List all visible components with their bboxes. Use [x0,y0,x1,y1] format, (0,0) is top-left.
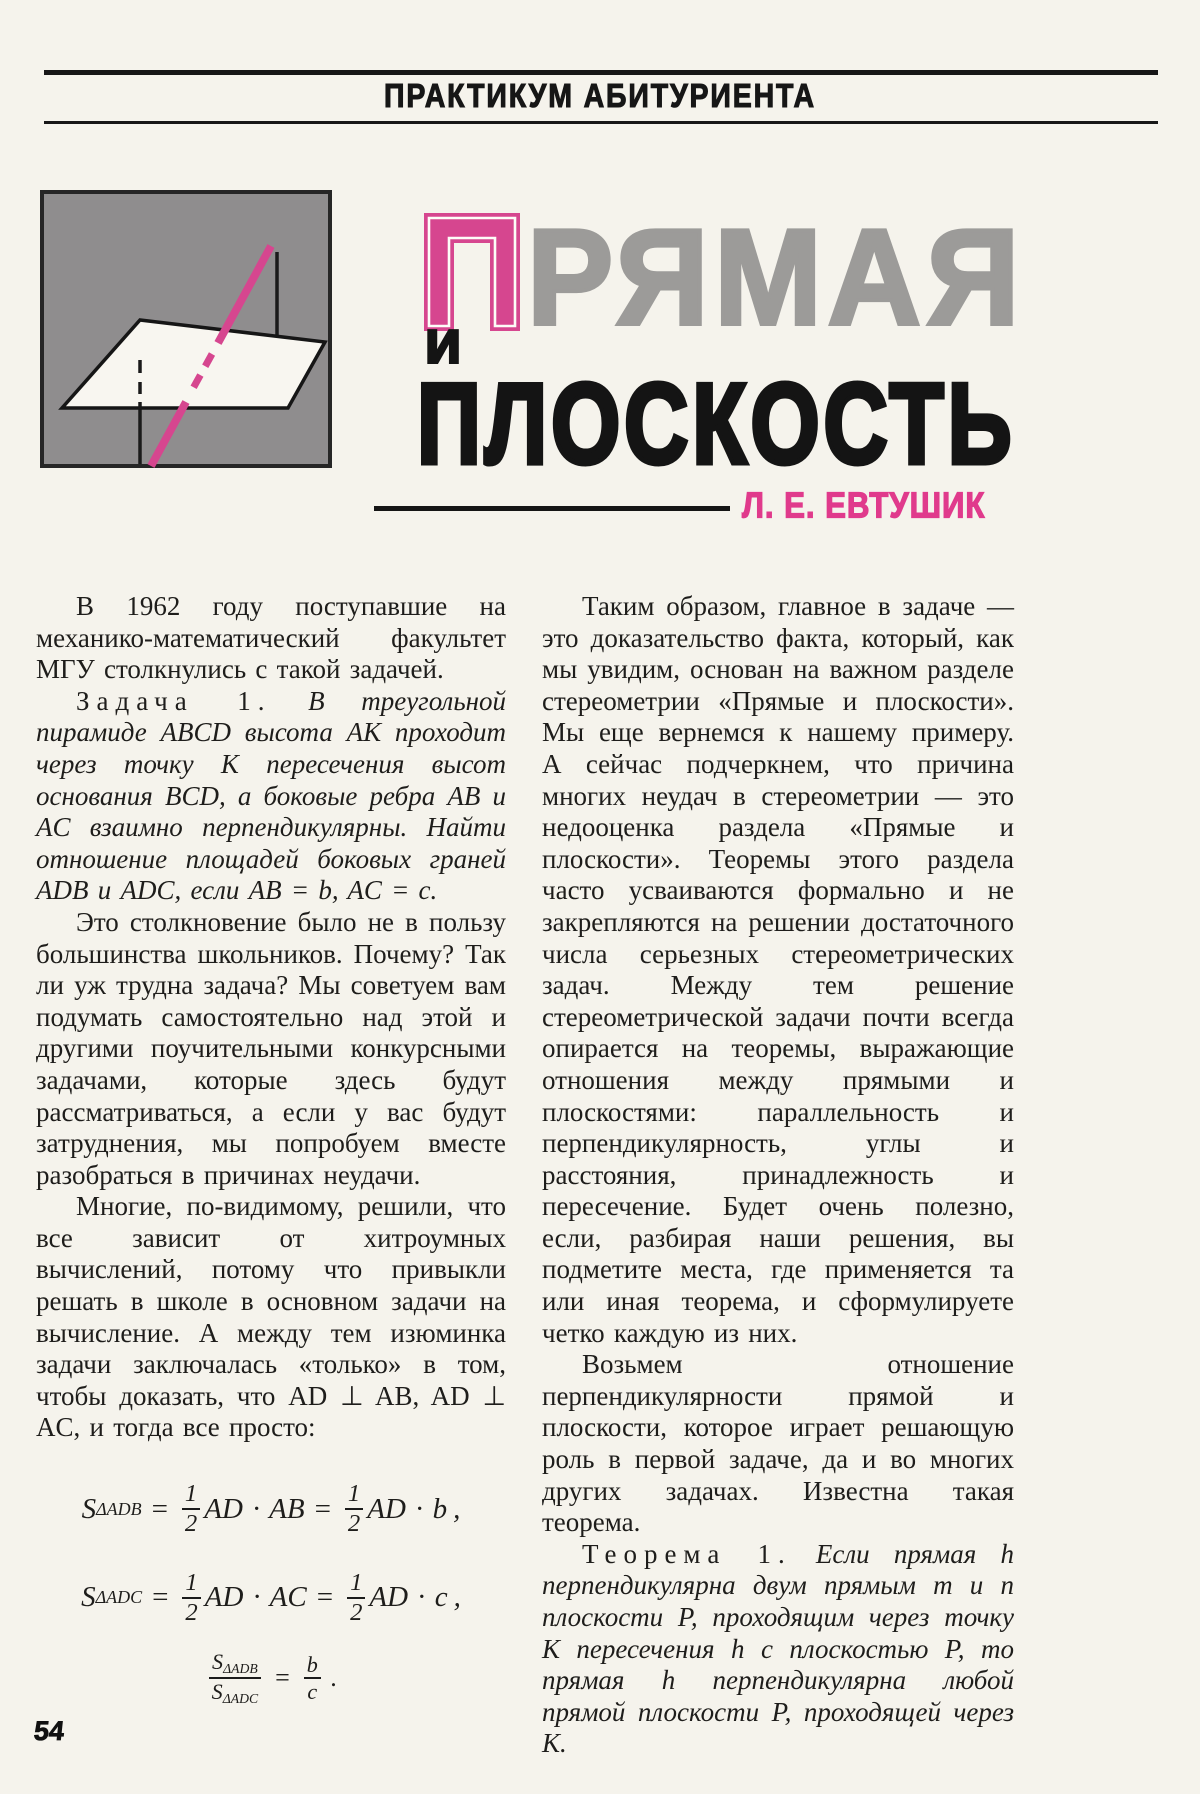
paragraph-theorem [542,1539,1014,1760]
f2-den-2: 2 [350,1599,363,1627]
f3-den-sub: ΔADC [222,1691,259,1707]
f2-equals-2: = [316,1581,334,1614]
right-column [542,591,1014,1760]
theorem-label: Теорема 1. [582,1538,792,1569]
f2-den-1: 2 [185,1599,198,1627]
theorem-statement: Если прямая h перпендикулярна двум прямым m и n плоскости P, проходящим через точку K пересечения h с плоскостью P, то прямая h перпендикулярна любой прямой плоскости P, проходящей через K. [542,1538,1014,1759]
f2-num-2: 1 [347,1569,365,1599]
f1-num-1: 1 [182,1480,200,1510]
title-word-pryamaya-rest: РЯМАЯ [527,201,1026,353]
f3-rhs-fraction [304,1652,321,1705]
f1-equals-2: = [314,1492,331,1525]
f1-lhs-sub: ΔADB [96,1498,142,1519]
f2-half-2 [347,1569,365,1628]
paragraph-main-idea: Таким образом, главное в задаче — это доказательство факта, который, как мы увидим, основан на важном разделе стереометрии «Прямые и плоскости». Мы еще вернемся к нашему примеру. А сейчас подчеркнем, что причина многих неудач в стереометрии — это недооценка раздела «Прямые и плоскости». Теоремы этого раздела часто усваиваются формально и не закрепляются на решении достаточного числа серьезных стереометрических задач. Между тем решение стереометрической задачи почти всегда опирается на теоремы, выражающие отношения между прямыми и плоскостями: параллельность и перпендикулярность, углы и расстояния, принадлежность и пересечение. Будет очень полезно, если, разбирая наши решения, вы подметите места, где применяется та или иная теорема, и сформулируете четко каждую из них. [542,591,1014,1348]
formula-ratio [36,1649,506,1707]
left-column [36,591,506,1707]
problem-label: Задача 1. [76,685,272,716]
f2-punct: , [453,1581,461,1614]
f1-num-2: 1 [345,1480,363,1510]
formula-s-adb [36,1480,506,1539]
formula-s-adc [36,1569,506,1628]
second-rule [44,121,1158,124]
author-name: Л. Е. ЕВТУШИК [742,486,986,526]
f3-num-sub: ΔADB [223,1661,258,1677]
f2-half-1 [182,1569,200,1628]
f2-lhs: S [81,1581,96,1614]
top-rule [44,70,1158,75]
f3-numerator [209,1649,261,1679]
problem-statement: В треугольной пирамиде ABCD высота AK проходит через точку K пересечения высот основания BCD, а боковые ребра AB и AC взаимно перпендикулярны. Найти отношение площадей боковых граней ADB и ADC, если AB = b, AC = c. [36,685,506,906]
f3-equals: = [275,1663,290,1693]
title-word-and: и [424,308,463,377]
line-plane-illustration [40,190,332,468]
author-rule [374,506,730,511]
f1-term-1: AD · AB [204,1492,305,1525]
paragraph-perpendicularity: Возьмем отношение перпендикулярности прямой и плоскости, которое играет решающую роль в первой задаче, да и во многих других задачах. Известна такая теорема. [542,1349,1014,1538]
illustration-svg [40,190,332,468]
f1-half-1 [182,1480,200,1539]
title-word-ploskost: ПЛОСКОСТЬ [417,361,1016,488]
f3-denominator [209,1679,261,1707]
f1-punct: , [453,1492,461,1525]
f2-lhs-sub: ΔADC [95,1587,143,1608]
f2-equals-1: = [152,1581,169,1614]
f3-den-s: S [211,1679,223,1705]
paragraph-discussion: Это столкновение было не в пользу большинства школьников. Почему? Так ли уж трудна задача? Мы советуем вам подумать самостоятельно над этой и другими поучительными конкурсными задачами, которые здесь будут рассматриваться, а если у вас будут затруднения, мы попробуем вместе разобраться в причинах неудачи. [36,906,506,1190]
f1-den-1: 2 [184,1510,198,1538]
f1-lhs: S [81,1492,97,1525]
f1-term-2: AD · b [367,1492,448,1525]
paragraph-intro: В 1962 году поступавшие на механико-математический факультет МГУ столкнулись с такой задачей. [36,591,506,685]
page-number: 54 [32,1716,66,1746]
paragraph-hint: Многие, по-видимому, решили, что все зависит от хитроумных вычислений, потому что привыкли решать в школе в основном задачи на вычисление. А между тем изюминка задачи заключалась «только» в том, чтобы доказать, что AD ⊥ AB, AD ⊥ AC, и тогда все просто: [36,1191,506,1443]
f3-rhs-den: c [307,1679,318,1705]
f2-term-1: AD · AC [204,1581,307,1614]
f1-equals-1: = [151,1492,168,1525]
f1-half-2 [345,1480,363,1539]
f3-big-fraction [209,1649,261,1707]
f1-den-2: 2 [347,1510,361,1538]
f3-rhs-num: b [304,1652,321,1679]
f3-num-s: S [212,1649,224,1675]
paragraph-problem [36,686,506,907]
section-header: ПРАКТИКУМ АБИТУРИЕНТА [384,76,816,115]
f2-term-2: AD · c [369,1581,448,1614]
f2-num-1: 1 [182,1569,200,1599]
f3-punct: . [330,1663,338,1693]
